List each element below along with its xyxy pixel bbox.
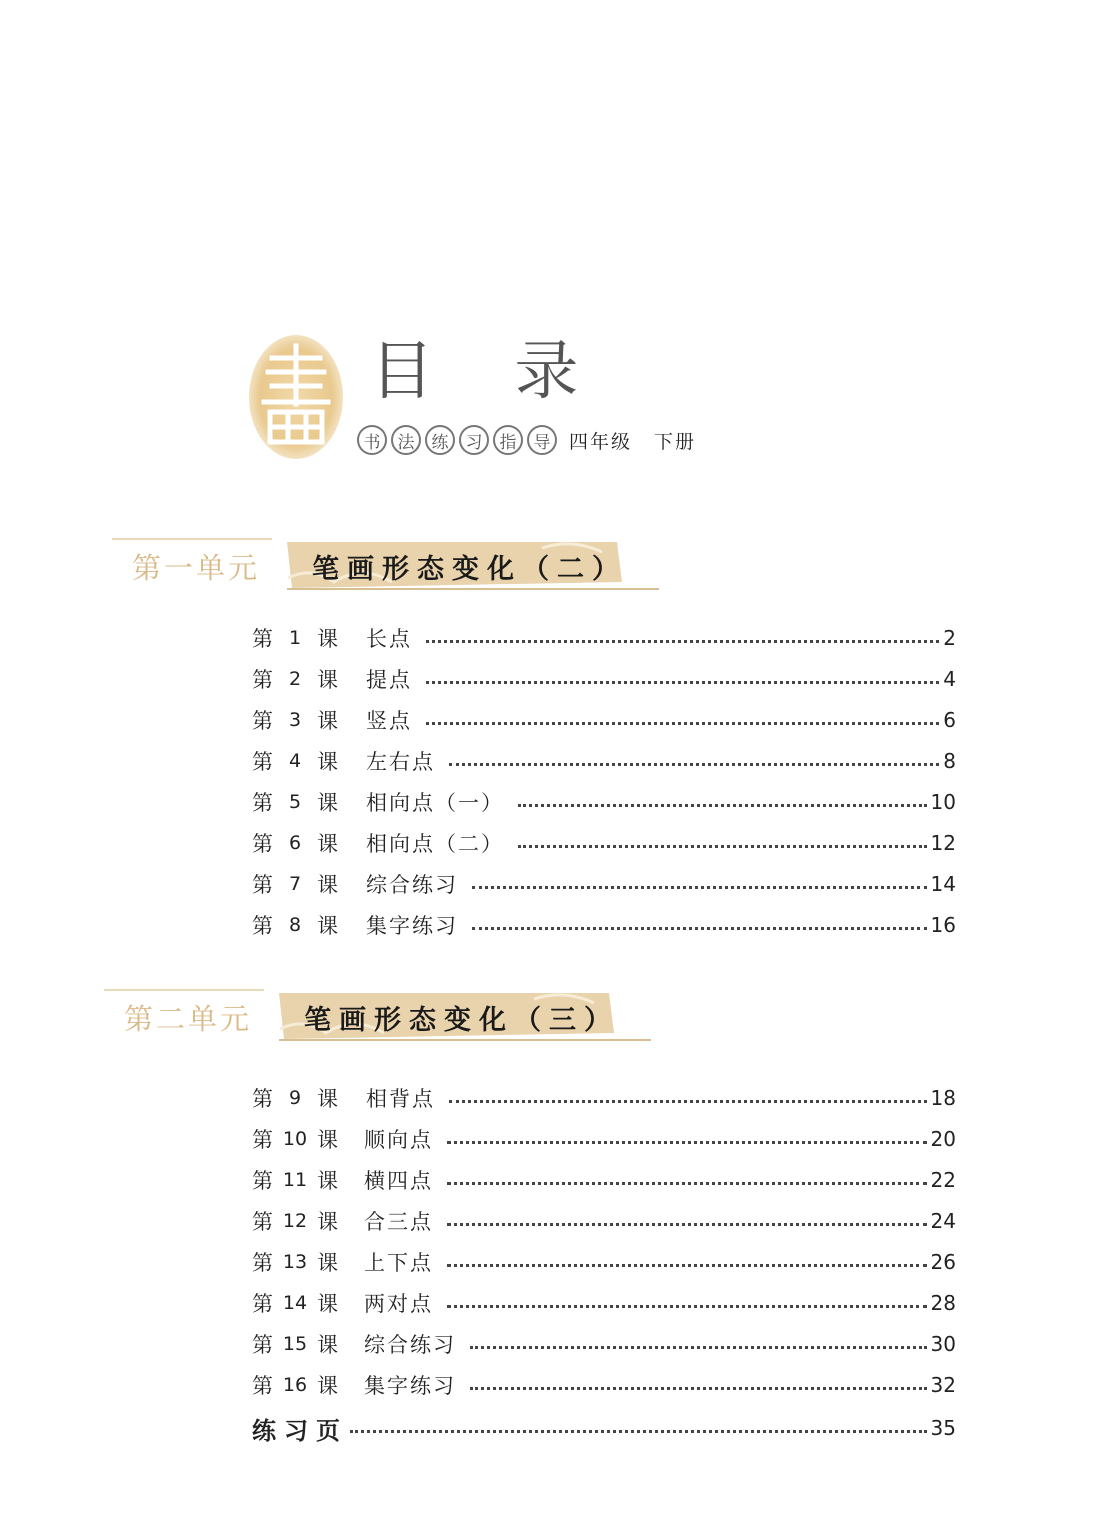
lesson-number: 16: [282, 1374, 308, 1396]
page-title: 目 录: [370, 335, 609, 409]
leader-dots: [470, 1387, 927, 1390]
page-number: 8: [943, 749, 956, 773]
lesson-name: 长点: [366, 627, 412, 651]
leader-dots: [350, 1430, 927, 1433]
toc-row[interactable]: [252, 827, 956, 859]
lesson-name: 竖点: [366, 709, 412, 733]
toc-row[interactable]: [252, 1123, 956, 1155]
lesson-number: 2: [288, 668, 302, 690]
page-number: 18: [930, 1086, 956, 1110]
leader-dots: [426, 640, 939, 643]
lesson-suffix: 课: [317, 1292, 338, 1316]
lesson-suffix: 课: [317, 1251, 338, 1275]
lesson-number: 15: [282, 1333, 308, 1355]
lesson-number: 8: [288, 914, 302, 936]
lesson-name: 合三点: [364, 1210, 433, 1234]
toc-row[interactable]: [252, 745, 956, 777]
lesson-suffix: 课: [317, 1087, 338, 1111]
lesson-number: 6: [288, 832, 302, 854]
lesson-prefix: 第: [252, 1128, 273, 1152]
leader-dots: [518, 804, 927, 807]
page-number: 30: [930, 1332, 956, 1356]
lesson-name: 顺向点: [364, 1128, 433, 1152]
grade-label: [569, 427, 696, 454]
subtitle-char: 练: [425, 425, 455, 455]
lesson-number: 5: [288, 791, 302, 813]
lesson-number: 14: [282, 1292, 308, 1314]
page-number: 35: [930, 1416, 956, 1440]
lesson-prefix: 第: [252, 1333, 273, 1357]
lesson-prefix: 第: [252, 709, 273, 733]
lesson-suffix: 课: [317, 1374, 338, 1398]
page-number: 6: [943, 708, 956, 732]
lesson-number: 10: [282, 1128, 308, 1150]
lesson-name: 提点: [366, 668, 412, 692]
page-number: 2: [943, 626, 956, 650]
lesson-number: 13: [282, 1251, 308, 1273]
lesson-prefix: 第: [252, 873, 273, 897]
toc-row[interactable]: [252, 868, 956, 900]
lesson-prefix: 第: [252, 1169, 273, 1193]
page-number: 28: [930, 1291, 956, 1315]
toc-row[interactable]: [252, 909, 956, 941]
lesson-number: 4: [288, 750, 302, 772]
lesson-number: 1: [288, 627, 302, 649]
leader-dots: [449, 1100, 927, 1103]
page-number: 20: [930, 1127, 956, 1151]
unit-header-2: [104, 987, 654, 1047]
unit-name: 第二单元: [124, 1002, 253, 1036]
lesson-name: 集字练习: [364, 1374, 456, 1398]
lesson-prefix: 第: [252, 750, 273, 774]
leader-dots: [447, 1264, 927, 1267]
unit-header-1: [112, 536, 662, 596]
leader-dots: [426, 681, 939, 684]
volume-text: 下册: [654, 430, 697, 453]
lesson-prefix: 第: [252, 1210, 273, 1234]
lesson-suffix: 课: [317, 1169, 338, 1193]
subtitle-char: 法: [391, 425, 421, 455]
lesson-name: 综合练习: [366, 873, 458, 897]
lesson-name: 相向点（一）: [366, 791, 504, 815]
book-subtitle: [357, 425, 696, 455]
lesson-name: 综合练习: [364, 1333, 456, 1357]
unit-name: 第一单元: [132, 551, 261, 585]
toc-row[interactable]: [252, 1287, 956, 1319]
leader-dots: [447, 1182, 927, 1185]
seal-logo: [248, 334, 344, 460]
lesson-prefix: 第: [252, 791, 273, 815]
subtitle-char: 导: [527, 425, 557, 455]
lesson-prefix: 第: [252, 627, 273, 651]
toc-row[interactable]: [252, 1369, 956, 1401]
lesson-prefix: 第: [252, 668, 273, 692]
toc-row[interactable]: [252, 1246, 956, 1278]
lesson-suffix: 课: [317, 832, 338, 856]
lesson-prefix: 第: [252, 832, 273, 856]
lesson-name: 相背点: [366, 1087, 435, 1111]
lesson-number: 12: [282, 1210, 308, 1232]
lesson-name: 上下点: [364, 1251, 433, 1275]
leader-dots: [449, 763, 939, 766]
toc-row[interactable]: [252, 622, 956, 654]
leader-dots: [472, 886, 927, 889]
lesson-suffix: 课: [317, 914, 338, 938]
toc-row[interactable]: [252, 663, 956, 695]
unit-title: 笔画形态变化（三）: [304, 1005, 619, 1036]
lesson-name: 两对点: [364, 1292, 433, 1316]
lesson-name: 集字练习: [366, 914, 458, 938]
toc-row[interactable]: [252, 1328, 956, 1360]
subtitle-char: 书: [357, 425, 387, 455]
toc-row[interactable]: [252, 786, 956, 818]
subtitle-char: 习: [459, 425, 489, 455]
lesson-suffix: 课: [317, 1210, 338, 1234]
toc-row[interactable]: [252, 1082, 956, 1114]
page-number: 22: [930, 1168, 956, 1192]
lesson-name: 横四点: [364, 1169, 433, 1193]
page-number: 24: [930, 1209, 956, 1233]
lesson-prefix: 第: [252, 1087, 273, 1111]
lesson-prefix: 第: [252, 1374, 273, 1398]
page-number: 16: [930, 913, 956, 937]
toc-row-practice[interactable]: [252, 1412, 956, 1444]
leader-dots: [472, 927, 927, 930]
lesson-prefix: 第: [252, 1292, 273, 1316]
lesson-name: 左右点: [366, 750, 435, 774]
lesson-suffix: 课: [317, 709, 338, 733]
page-number: 26: [930, 1250, 956, 1274]
leader-dots: [447, 1223, 927, 1226]
unit-title: 笔画形态变化（二）: [312, 554, 627, 585]
page-number: 10: [930, 790, 956, 814]
leader-dots: [426, 722, 939, 725]
leader-dots: [447, 1305, 927, 1308]
lesson-suffix: 课: [317, 668, 338, 692]
lesson-number: 11: [282, 1169, 308, 1191]
leader-dots: [518, 845, 927, 848]
leader-dots: [470, 1346, 927, 1349]
grade-text: 四年级: [569, 430, 633, 453]
lesson-name: 相向点（二）: [366, 832, 504, 856]
toc-row[interactable]: [252, 704, 956, 736]
lesson-suffix: 课: [317, 1128, 338, 1152]
lesson-number: 9: [288, 1087, 302, 1109]
lesson-suffix: 课: [317, 791, 338, 815]
practice-label: 练习页: [252, 1416, 348, 1445]
lesson-prefix: 第: [252, 914, 273, 938]
toc-row[interactable]: [252, 1205, 956, 1237]
leader-dots: [447, 1141, 927, 1144]
lesson-suffix: 课: [317, 1333, 338, 1357]
page-number: 12: [930, 831, 956, 855]
page-number: 32: [930, 1373, 956, 1397]
lesson-suffix: 课: [317, 873, 338, 897]
page-number: 4: [943, 667, 956, 691]
lesson-prefix: 第: [252, 1251, 273, 1275]
subtitle-char: 指: [493, 425, 523, 455]
toc-row[interactable]: [252, 1164, 956, 1196]
lesson-suffix: 课: [317, 750, 338, 774]
page-number: 14: [930, 872, 956, 896]
lesson-number: 3: [288, 709, 302, 731]
lesson-number: 7: [288, 873, 302, 895]
lesson-suffix: 课: [317, 627, 338, 651]
